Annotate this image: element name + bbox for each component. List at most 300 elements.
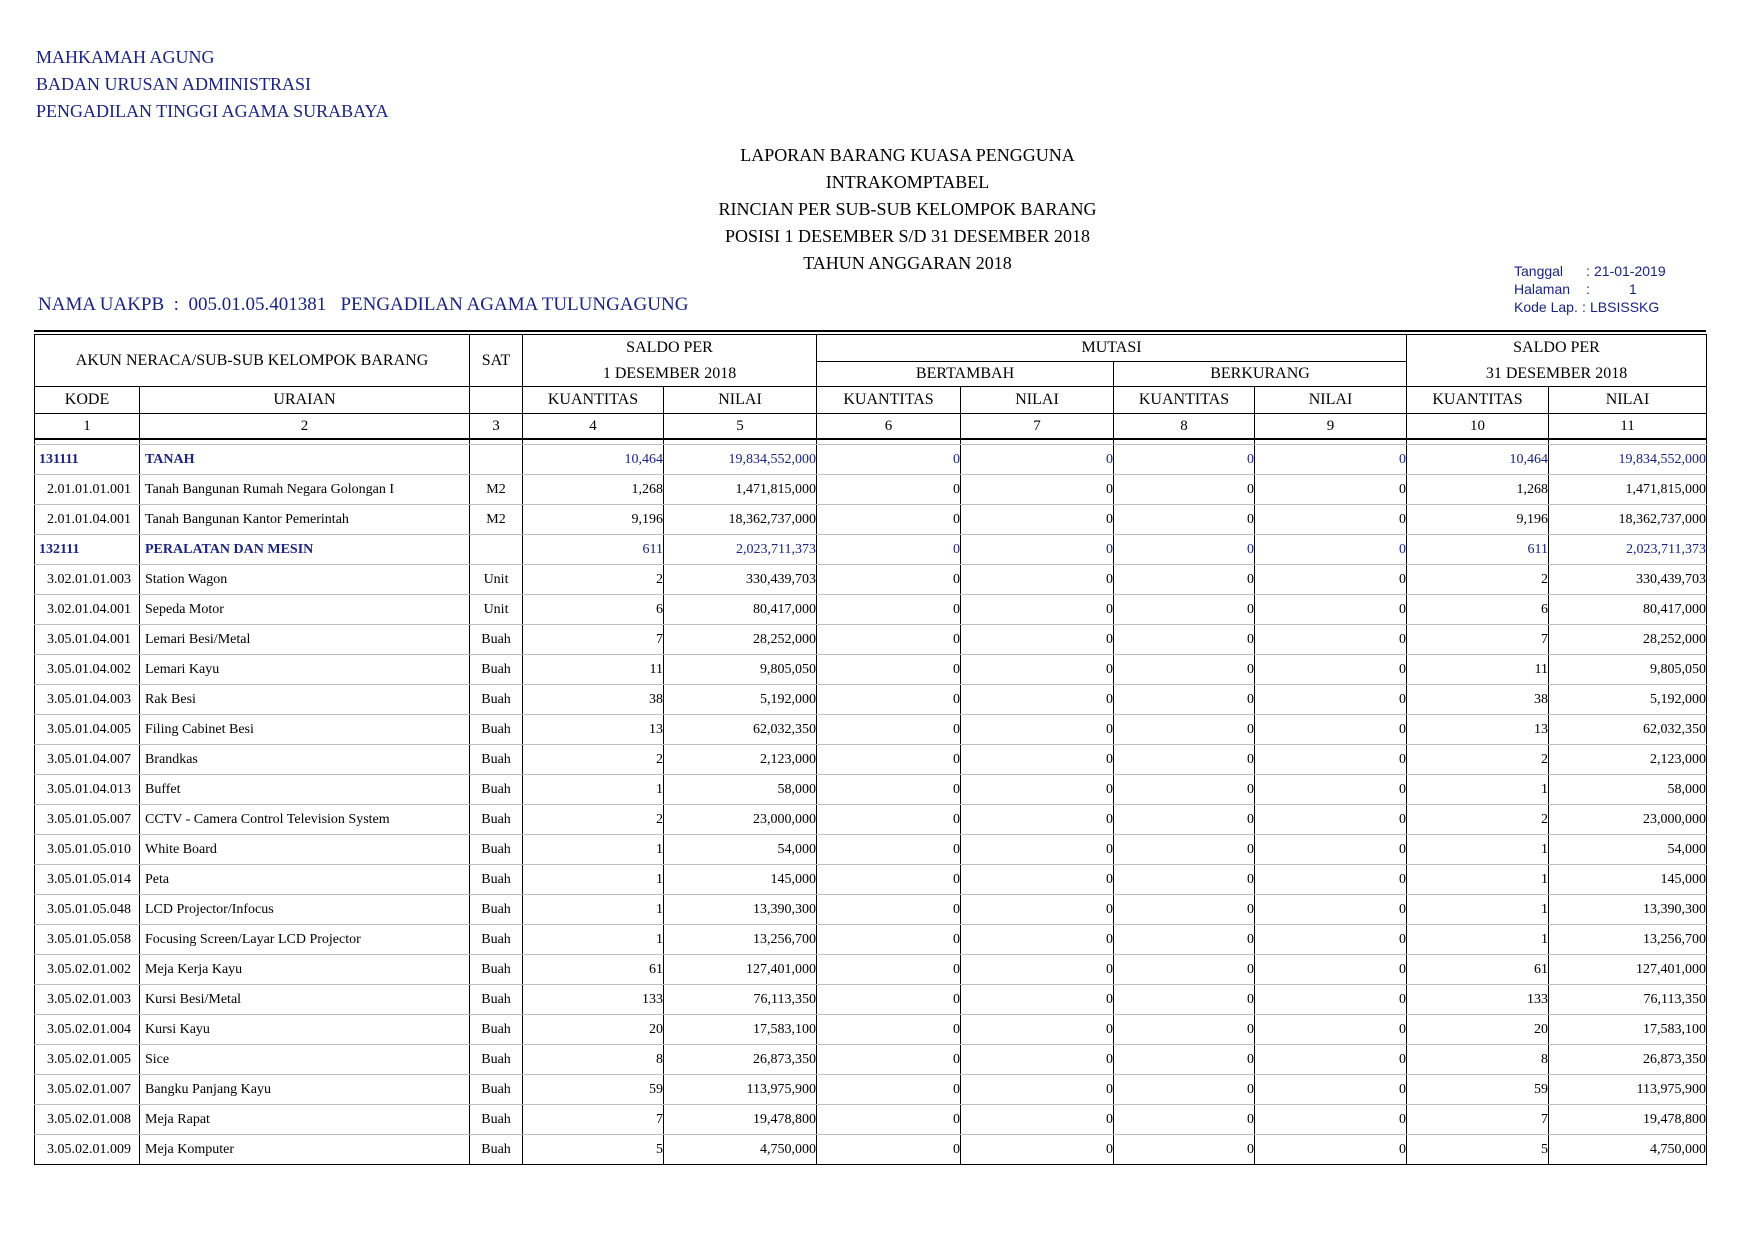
row-saldo-awal-kuantitas: 1 — [523, 835, 664, 865]
row-bertambah-nilai: 0 — [961, 445, 1114, 475]
row-kode: 2.01.01.01.001 — [35, 475, 140, 505]
row-uraian: Buffet — [140, 775, 470, 805]
meta-tanggal-sep: : — [1586, 263, 1590, 279]
row-uraian: Brandkas — [140, 745, 470, 775]
row-saldo-akhir-nilai: 19,478,800 — [1549, 1105, 1707, 1135]
row-kode: 2.01.01.04.001 — [35, 505, 140, 535]
row-saldo-akhir-nilai: 13,390,300 — [1549, 895, 1707, 925]
row-berkurang-kuantitas: 0 — [1114, 745, 1255, 775]
row-uraian: LCD Projector/Infocus — [140, 895, 470, 925]
row-saldo-awal-nilai: 13,256,700 — [664, 925, 817, 955]
row-bertambah-kuantitas: 0 — [817, 1045, 961, 1075]
row-bertambah-nilai: 0 — [961, 1135, 1114, 1165]
header-kuantitas-6: KUANTITAS — [817, 387, 961, 414]
row-saldo-awal-nilai: 330,439,703 — [664, 565, 817, 595]
row-berkurang-nilai: 0 — [1255, 1015, 1407, 1045]
row-saldo-akhir-kuantitas: 38 — [1407, 685, 1549, 715]
row-saldo-awal-kuantitas: 13 — [523, 715, 664, 745]
row-saldo-awal-kuantitas: 20 — [523, 1015, 664, 1045]
col-number: 3 — [470, 414, 523, 440]
row-berkurang-kuantitas: 0 — [1114, 865, 1255, 895]
row-berkurang-kuantitas: 0 — [1114, 1135, 1255, 1165]
row-berkurang-kuantitas: 0 — [1114, 835, 1255, 865]
row-saldo-akhir-nilai: 127,401,000 — [1549, 955, 1707, 985]
row-saldo-akhir-kuantitas: 1,268 — [1407, 475, 1549, 505]
row-saldo-akhir-kuantitas: 5 — [1407, 1135, 1549, 1165]
row-satuan: Buah — [470, 955, 523, 985]
row-uraian: CCTV - Camera Control Television System — [140, 805, 470, 835]
row-saldo-awal-nilai: 58,000 — [664, 775, 817, 805]
row-saldo-akhir-nilai: 23,000,000 — [1549, 805, 1707, 835]
row-satuan: M2 — [470, 505, 523, 535]
row-bertambah-nilai: 0 — [961, 475, 1114, 505]
row-saldo-akhir-kuantitas: 7 — [1407, 1105, 1549, 1135]
row-satuan: Buah — [470, 1135, 523, 1165]
row-saldo-awal-nilai: 9,805,050 — [664, 655, 817, 685]
table-row — [35, 685, 1707, 715]
row-uraian: Lemari Kayu — [140, 655, 470, 685]
row-saldo-awal-nilai: 80,417,000 — [664, 595, 817, 625]
row-berkurang-kuantitas: 0 — [1114, 895, 1255, 925]
row-saldo-awal-kuantitas: 59 — [523, 1075, 664, 1105]
row-kode: 3.05.01.05.058 — [35, 925, 140, 955]
header-kuantitas-10: KUANTITAS — [1407, 387, 1549, 414]
row-bertambah-nilai: 0 — [961, 955, 1114, 985]
row-uraian: PERALATAN DAN MESIN — [140, 535, 470, 565]
row-bertambah-kuantitas: 0 — [817, 1105, 961, 1135]
row-berkurang-kuantitas: 0 — [1114, 685, 1255, 715]
row-saldo-akhir-kuantitas: 11 — [1407, 655, 1549, 685]
row-saldo-akhir-kuantitas: 6 — [1407, 595, 1549, 625]
row-saldo-awal-nilai: 26,873,350 — [664, 1045, 817, 1075]
row-berkurang-kuantitas: 0 — [1114, 535, 1255, 565]
table-row — [35, 475, 1707, 505]
row-bertambah-nilai: 0 — [961, 895, 1114, 925]
col-number: 9 — [1255, 414, 1407, 440]
row-saldo-awal-kuantitas: 5 — [523, 1135, 664, 1165]
col-number: 10 — [1407, 414, 1549, 440]
row-saldo-awal-nilai: 145,000 — [664, 865, 817, 895]
row-saldo-akhir-nilai: 2,123,000 — [1549, 745, 1707, 775]
row-berkurang-nilai: 0 — [1255, 955, 1407, 985]
row-bertambah-nilai: 0 — [961, 685, 1114, 715]
row-saldo-akhir-nilai: 28,252,000 — [1549, 625, 1707, 655]
row-saldo-akhir-kuantitas: 1 — [1407, 775, 1549, 805]
row-berkurang-nilai: 0 — [1255, 535, 1407, 565]
row-saldo-awal-kuantitas: 1 — [523, 775, 664, 805]
row-uraian: TANAH — [140, 445, 470, 475]
row-satuan: Buah — [470, 775, 523, 805]
row-bertambah-kuantitas: 0 — [817, 445, 961, 475]
row-saldo-awal-nilai: 17,583,100 — [664, 1015, 817, 1045]
row-bertambah-kuantitas: 0 — [817, 625, 961, 655]
row-satuan — [470, 535, 523, 565]
row-saldo-akhir-nilai: 1,471,815,000 — [1549, 475, 1707, 505]
table-row — [35, 595, 1707, 625]
row-berkurang-kuantitas: 0 — [1114, 595, 1255, 625]
row-satuan: Buah — [470, 625, 523, 655]
row-saldo-awal-kuantitas: 1 — [523, 895, 664, 925]
header-kode: KODE — [35, 387, 140, 414]
row-bertambah-kuantitas: 0 — [817, 535, 961, 565]
row-satuan: Buah — [470, 925, 523, 955]
row-satuan — [470, 445, 523, 475]
row-saldo-awal-kuantitas: 1 — [523, 865, 664, 895]
organization-block — [36, 44, 389, 125]
row-bertambah-nilai: 0 — [961, 565, 1114, 595]
report-title-1: LAPORAN BARANG KUASA PENGGUNA — [740, 145, 1075, 165]
row-uraian: Tanah Bangunan Kantor Pemerintah — [140, 505, 470, 535]
header-nilai-11: NILAI — [1549, 387, 1707, 414]
row-saldo-awal-kuantitas: 133 — [523, 985, 664, 1015]
row-uraian: Peta — [140, 865, 470, 895]
row-saldo-awal-nilai: 18,362,737,000 — [664, 505, 817, 535]
row-satuan: Unit — [470, 565, 523, 595]
row-bertambah-nilai: 0 — [961, 1015, 1114, 1045]
row-kode: 3.05.01.04.001 — [35, 625, 140, 655]
row-kode: 3.05.01.05.010 — [35, 835, 140, 865]
row-kode: 3.02.01.04.001 — [35, 595, 140, 625]
header-bertambah: BERTAMBAH — [817, 362, 1114, 387]
row-saldo-akhir-kuantitas: 13 — [1407, 715, 1549, 745]
row-berkurang-kuantitas: 0 — [1114, 565, 1255, 595]
row-berkurang-nilai: 0 — [1255, 835, 1407, 865]
row-saldo-akhir-nilai: 13,256,700 — [1549, 925, 1707, 955]
header-nilai-9: NILAI — [1255, 387, 1407, 414]
row-berkurang-kuantitas: 0 — [1114, 1015, 1255, 1045]
row-bertambah-kuantitas: 0 — [817, 745, 961, 775]
row-berkurang-kuantitas: 0 — [1114, 1105, 1255, 1135]
row-uraian: Focusing Screen/Layar LCD Projector — [140, 925, 470, 955]
row-saldo-awal-kuantitas: 611 — [523, 535, 664, 565]
row-satuan: Buah — [470, 1105, 523, 1135]
row-kode: 3.05.01.04.005 — [35, 715, 140, 745]
row-berkurang-nilai: 0 — [1255, 925, 1407, 955]
row-bertambah-nilai: 0 — [961, 985, 1114, 1015]
row-saldo-akhir-nilai: 330,439,703 — [1549, 565, 1707, 595]
col-number: 6 — [817, 414, 961, 440]
row-berkurang-nilai: 0 — [1255, 715, 1407, 745]
row-kode: 3.05.02.01.004 — [35, 1015, 140, 1045]
row-kode: 3.05.02.01.007 — [35, 1075, 140, 1105]
row-saldo-awal-nilai: 1,471,815,000 — [664, 475, 817, 505]
table-top-rule — [34, 330, 1706, 332]
meta-tanggal-label: Tanggal — [1514, 263, 1564, 279]
row-bertambah-nilai: 0 — [961, 505, 1114, 535]
row-satuan: Buah — [470, 805, 523, 835]
row-kode: 3.05.01.04.002 — [35, 655, 140, 685]
row-satuan: Buah — [470, 1045, 523, 1075]
row-uraian: Meja Rapat — [140, 1105, 470, 1135]
row-bertambah-kuantitas: 0 — [817, 475, 961, 505]
row-saldo-akhir-nilai: 17,583,100 — [1549, 1015, 1707, 1045]
row-kode: 3.05.01.04.003 — [35, 685, 140, 715]
meta-halaman-label: Halaman — [1514, 281, 1571, 297]
row-uraian: Tanah Bangunan Rumah Negara Golongan I — [140, 475, 470, 505]
row-saldo-awal-kuantitas: 38 — [523, 685, 664, 715]
meta-kode-sep: : — [1582, 299, 1586, 315]
row-bertambah-kuantitas: 0 — [817, 925, 961, 955]
row-saldo-akhir-kuantitas: 20 — [1407, 1015, 1549, 1045]
row-saldo-akhir-nilai: 4,750,000 — [1549, 1135, 1707, 1165]
meta-kode-value: LBSISSKG — [1590, 299, 1660, 315]
table-group-row — [35, 535, 1707, 565]
row-bertambah-kuantitas: 0 — [817, 565, 961, 595]
row-satuan: Unit — [470, 595, 523, 625]
report-title-5: TAHUN ANGGARAN 2018 — [803, 253, 1012, 273]
row-berkurang-kuantitas: 0 — [1114, 805, 1255, 835]
row-saldo-awal-nilai: 19,834,552,000 — [664, 445, 817, 475]
row-saldo-akhir-kuantitas: 2 — [1407, 565, 1549, 595]
header-mutasi: MUTASI — [817, 335, 1407, 362]
row-bertambah-kuantitas: 0 — [817, 865, 961, 895]
row-berkurang-nilai: 0 — [1255, 565, 1407, 595]
row-satuan: Buah — [470, 985, 523, 1015]
row-saldo-akhir-kuantitas: 1 — [1407, 865, 1549, 895]
row-kode: 3.05.01.05.048 — [35, 895, 140, 925]
row-berkurang-nilai: 0 — [1255, 505, 1407, 535]
row-bertambah-nilai: 0 — [961, 655, 1114, 685]
row-satuan: Buah — [470, 865, 523, 895]
col-number: 7 — [961, 414, 1114, 440]
row-satuan: Buah — [470, 745, 523, 775]
row-saldo-akhir-kuantitas: 59 — [1407, 1075, 1549, 1105]
row-saldo-awal-kuantitas: 1 — [523, 925, 664, 955]
row-berkurang-nilai: 0 — [1255, 1045, 1407, 1075]
row-bertambah-kuantitas: 0 — [817, 1015, 961, 1045]
row-bertambah-kuantitas: 0 — [817, 655, 961, 685]
table-row — [35, 1045, 1707, 1075]
header-nilai-7: NILAI — [961, 387, 1114, 414]
row-kode: 3.05.02.01.009 — [35, 1135, 140, 1165]
table-row — [35, 1105, 1707, 1135]
table-row — [35, 955, 1707, 985]
row-saldo-akhir-nilai: 145,000 — [1549, 865, 1707, 895]
row-uraian: Sice — [140, 1045, 470, 1075]
row-bertambah-nilai: 0 — [961, 625, 1114, 655]
row-bertambah-kuantitas: 0 — [817, 715, 961, 745]
header-nilai-5: NILAI — [664, 387, 817, 414]
row-kode: 3.05.01.05.007 — [35, 805, 140, 835]
row-uraian: Lemari Besi/Metal — [140, 625, 470, 655]
row-saldo-awal-nilai: 62,032,350 — [664, 715, 817, 745]
meta-kode-label: Kode Lap. — [1514, 299, 1578, 315]
row-saldo-akhir-nilai: 113,975,900 — [1549, 1075, 1707, 1105]
row-satuan: M2 — [470, 475, 523, 505]
row-saldo-awal-kuantitas: 7 — [523, 1105, 664, 1135]
row-saldo-akhir-kuantitas: 1 — [1407, 925, 1549, 955]
meta-halaman-sep: : — [1586, 281, 1590, 297]
table-row — [35, 775, 1707, 805]
org-line-3: PENGADILAN TINGGI AGAMA SURABAYA — [36, 101, 389, 121]
row-bertambah-kuantitas: 0 — [817, 685, 961, 715]
row-saldo-akhir-kuantitas: 2 — [1407, 745, 1549, 775]
row-berkurang-kuantitas: 0 — [1114, 955, 1255, 985]
row-kode: 3.05.01.04.013 — [35, 775, 140, 805]
row-uraian: Rak Besi — [140, 685, 470, 715]
row-saldo-akhir-nilai: 62,032,350 — [1549, 715, 1707, 745]
row-saldo-akhir-nilai: 58,000 — [1549, 775, 1707, 805]
row-bertambah-kuantitas: 0 — [817, 805, 961, 835]
row-saldo-akhir-kuantitas: 10,464 — [1407, 445, 1549, 475]
meta-halaman-value: 1 — [1629, 281, 1637, 297]
row-saldo-awal-nilai: 113,975,900 — [664, 1075, 817, 1105]
row-saldo-awal-kuantitas: 8 — [523, 1045, 664, 1075]
row-uraian: Kursi Kayu — [140, 1015, 470, 1045]
row-saldo-akhir-kuantitas: 611 — [1407, 535, 1549, 565]
row-berkurang-kuantitas: 0 — [1114, 625, 1255, 655]
row-berkurang-kuantitas: 0 — [1114, 505, 1255, 535]
row-berkurang-nilai: 0 — [1255, 775, 1407, 805]
uakpb-label: NAMA UAKPB : 005.01.05.401381 PENGADILAN AGAMA TULUNGAGUNG — [38, 294, 689, 315]
report-title-3: RINCIAN PER SUB-SUB KELOMPOK BARANG — [718, 199, 1097, 219]
table-row — [35, 1075, 1707, 1105]
row-saldo-awal-nilai: 76,113,350 — [664, 985, 817, 1015]
table-row — [35, 565, 1707, 595]
org-line-2: BADAN URUSAN ADMINISTRASI — [36, 74, 312, 94]
row-saldo-akhir-kuantitas: 1 — [1407, 835, 1549, 865]
col-number: 1 — [35, 414, 140, 440]
row-saldo-akhir-nilai: 54,000 — [1549, 835, 1707, 865]
row-satuan: Buah — [470, 835, 523, 865]
row-berkurang-nilai: 0 — [1255, 625, 1407, 655]
row-bertambah-kuantitas: 0 — [817, 985, 961, 1015]
table-row — [35, 1135, 1707, 1165]
table-group-row — [35, 445, 1707, 475]
meta-tanggal-value: 21-01-2019 — [1594, 263, 1666, 279]
row-saldo-awal-nilai: 5,192,000 — [664, 685, 817, 715]
row-bertambah-nilai: 0 — [961, 745, 1114, 775]
row-satuan: Buah — [470, 895, 523, 925]
header-sat: SAT — [470, 335, 523, 387]
row-berkurang-nilai: 0 — [1255, 895, 1407, 925]
header-saldo-awal-2: 1 DESEMBER 2018 — [523, 362, 817, 387]
header-kuantitas-4: KUANTITAS — [523, 387, 664, 414]
row-bertambah-nilai: 0 — [961, 1075, 1114, 1105]
row-uraian: Meja Kerja Kayu — [140, 955, 470, 985]
row-saldo-akhir-nilai: 9,805,050 — [1549, 655, 1707, 685]
table-row — [35, 835, 1707, 865]
row-bertambah-kuantitas: 0 — [817, 835, 961, 865]
table-row — [35, 1015, 1707, 1045]
row-bertambah-kuantitas: 0 — [817, 775, 961, 805]
row-saldo-akhir-nilai: 26,873,350 — [1549, 1045, 1707, 1075]
row-uraian: Sepeda Motor — [140, 595, 470, 625]
row-bertambah-nilai: 0 — [961, 715, 1114, 745]
row-saldo-awal-nilai: 23,000,000 — [664, 805, 817, 835]
table-row — [35, 655, 1707, 685]
row-saldo-akhir-kuantitas: 133 — [1407, 985, 1549, 1015]
row-saldo-awal-nilai: 2,123,000 — [664, 745, 817, 775]
row-bertambah-nilai: 0 — [961, 925, 1114, 955]
header-kuantitas-8: KUANTITAS — [1114, 387, 1255, 414]
row-kode: 3.05.01.05.014 — [35, 865, 140, 895]
row-berkurang-nilai: 0 — [1255, 655, 1407, 685]
col-number: 2 — [140, 414, 470, 440]
row-berkurang-nilai: 0 — [1255, 865, 1407, 895]
row-saldo-awal-kuantitas: 2 — [523, 745, 664, 775]
org-line-1: MAHKAMAH AGUNG — [36, 47, 215, 67]
report-title-4: POSISI 1 DESEMBER S/D 31 DESEMBER 2018 — [724, 226, 1091, 246]
row-saldo-akhir-kuantitas: 9,196 — [1407, 505, 1549, 535]
col-number: 11 — [1549, 414, 1707, 440]
report-title-2: INTRAKOMPTABEL — [825, 172, 990, 192]
header-uraian: URAIAN — [140, 387, 470, 414]
row-berkurang-kuantitas: 0 — [1114, 655, 1255, 685]
row-saldo-awal-nilai: 127,401,000 — [664, 955, 817, 985]
row-bertambah-nilai: 0 — [961, 1105, 1114, 1135]
row-berkurang-nilai: 0 — [1255, 985, 1407, 1015]
row-saldo-akhir-nilai: 76,113,350 — [1549, 985, 1707, 1015]
row-saldo-awal-nilai: 13,390,300 — [664, 895, 817, 925]
row-saldo-awal-nilai: 4,750,000 — [664, 1135, 817, 1165]
table-row — [35, 805, 1707, 835]
row-bertambah-kuantitas: 0 — [817, 1075, 961, 1105]
row-berkurang-nilai: 0 — [1255, 685, 1407, 715]
table-row — [35, 715, 1707, 745]
row-saldo-awal-kuantitas: 2 — [523, 805, 664, 835]
col-number: 4 — [523, 414, 664, 440]
report-title-block — [0, 142, 1754, 277]
row-satuan: Buah — [470, 1015, 523, 1045]
header-berkurang: BERKURANG — [1114, 362, 1407, 387]
row-satuan: Buah — [470, 1075, 523, 1105]
row-bertambah-kuantitas: 0 — [817, 595, 961, 625]
row-saldo-akhir-nilai: 19,834,552,000 — [1549, 445, 1707, 475]
col-number: 5 — [664, 414, 817, 440]
row-saldo-awal-kuantitas: 1,268 — [523, 475, 664, 505]
header-akun: AKUN NERACA/SUB-SUB KELOMPOK BARANG — [35, 335, 470, 387]
row-berkurang-kuantitas: 0 — [1114, 925, 1255, 955]
row-saldo-awal-kuantitas: 2 — [523, 565, 664, 595]
row-berkurang-nilai: 0 — [1255, 745, 1407, 775]
row-saldo-awal-nilai: 54,000 — [664, 835, 817, 865]
table-body — [35, 439, 1707, 1165]
row-saldo-akhir-kuantitas: 61 — [1407, 955, 1549, 985]
row-berkurang-kuantitas: 0 — [1114, 475, 1255, 505]
row-berkurang-kuantitas: 0 — [1114, 1075, 1255, 1105]
row-bertambah-nilai: 0 — [961, 865, 1114, 895]
row-satuan: Buah — [470, 685, 523, 715]
row-berkurang-nilai: 0 — [1255, 595, 1407, 625]
table-row — [35, 625, 1707, 655]
row-uraian: White Board — [140, 835, 470, 865]
row-saldo-akhir-kuantitas: 7 — [1407, 625, 1549, 655]
row-bertambah-nilai: 0 — [961, 775, 1114, 805]
row-berkurang-nilai: 0 — [1255, 445, 1407, 475]
row-saldo-awal-kuantitas: 11 — [523, 655, 664, 685]
row-bertambah-nilai: 0 — [961, 835, 1114, 865]
row-bertambah-nilai: 0 — [961, 595, 1114, 625]
row-kode: 3.05.02.01.003 — [35, 985, 140, 1015]
table-row — [35, 505, 1707, 535]
row-uraian: Station Wagon — [140, 565, 470, 595]
row-saldo-akhir-kuantitas: 2 — [1407, 805, 1549, 835]
row-berkurang-kuantitas: 0 — [1114, 445, 1255, 475]
row-uraian: Meja Komputer — [140, 1135, 470, 1165]
row-kode: 3.02.01.01.003 — [35, 565, 140, 595]
row-berkurang-kuantitas: 0 — [1114, 985, 1255, 1015]
row-berkurang-nilai: 0 — [1255, 1075, 1407, 1105]
row-kode: 3.05.02.01.002 — [35, 955, 140, 985]
header-sat-blank — [470, 387, 523, 414]
row-berkurang-nilai: 0 — [1255, 1105, 1407, 1135]
row-saldo-akhir-kuantitas: 8 — [1407, 1045, 1549, 1075]
row-saldo-akhir-nilai: 18,362,737,000 — [1549, 505, 1707, 535]
row-bertambah-nilai: 0 — [961, 1045, 1114, 1075]
header-saldo-akhir-1: SALDO PER — [1407, 335, 1707, 362]
table-row — [35, 865, 1707, 895]
